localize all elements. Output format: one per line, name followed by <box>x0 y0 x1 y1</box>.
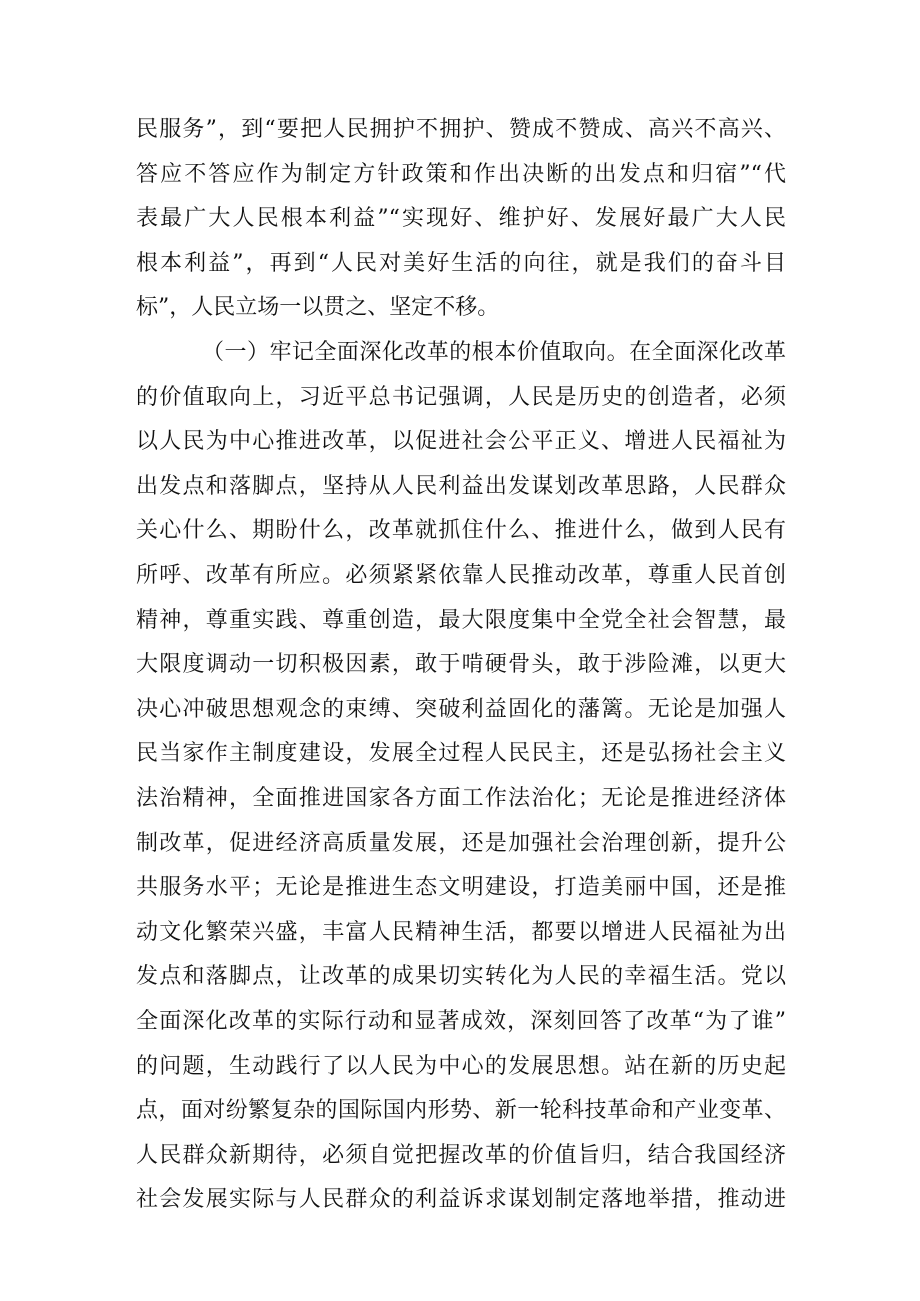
text-line: 社会发展实际与人民群众的利益诉求谋划制定落地举措，推动进 <box>136 1187 786 1213</box>
text-line: 的价值取向上，习近平总书记强调，人民是历史的创造者，必须 <box>136 384 786 410</box>
text-line: 根本利益”，再到“人民对美好生活的向往，就是我们的奋斗目 <box>136 250 786 276</box>
text-line: 关心什么、期盼什么，改革就抓住什么、推进什么，做到人民有 <box>136 518 786 544</box>
text-line: 人民群众新期待，必须自觉把握改革的价值旨归，结合我国经济 <box>136 1142 786 1168</box>
text-line: 点，面对纷繁复杂的国际国内形势、新一轮科技革命和产业变革、 <box>136 1098 786 1124</box>
text-line: 标”，人民立场一以贯之、坚定不移。 <box>136 295 500 321</box>
text-line: 所呼、改革有所应。必须紧紧依靠人民推动改革，尊重人民首创 <box>136 562 786 588</box>
text-line: 共服务水平；无论是推进生态文明建设，打造美丽中国，还是推 <box>136 875 786 901</box>
text-line: 全面深化改革的实际行动和显著成效，深刻回答了改革“为了谁” <box>136 1008 786 1034</box>
text-line: 出发点和落脚点，坚持从人民利益出发谋划改革思路，人民群众 <box>136 473 786 499</box>
text-line: 精神，尊重实践、尊重创造，最大限度集中全党全社会智慧，最 <box>136 607 786 633</box>
text-line: 民服务”，到“要把人民拥护不拥护、赞成不赞成、高兴不高兴、 <box>136 117 786 142</box>
text-line: 民当家作主制度建设，发展全过程人民民主，还是弘扬社会主义 <box>136 741 786 767</box>
text-line: 决心冲破思想观念的束缚、突破利益固化的藩篱。无论是加强人 <box>136 696 786 722</box>
text-line: 动文化繁荣兴盛，丰富人民精神生活，都要以增进人民福祉为出 <box>136 919 786 945</box>
section-heading-line: （一）牢记全面深化改革的根本价值取向。在全面深化改革 <box>202 340 786 365</box>
text-line: 大限度调动一切积极因素，敢于啃硬骨头，敢于涉险滩，以更大 <box>136 652 786 678</box>
text-line: 制改革，促进经济高质量发展，还是加强社会治理创新，提升公 <box>136 830 786 856</box>
text-line: 法治精神，全面推进国家各方面工作法治化；无论是推进经济体 <box>136 785 786 811</box>
text-line: 发点和落脚点，让改革的成果切实转化为人民的幸福生活。党以 <box>136 964 786 990</box>
text-line: 的问题，生动践行了以人民为中心的发展思想。站在新的历史起 <box>136 1053 786 1079</box>
text-line: 答应不答应作为制定方针政策和作出决断的出发点和归宿”“代 <box>136 161 786 187</box>
paragraph-continuation <box>136 108 786 331</box>
text-line: 表最广大人民根本利益”“实现好、维护好、发展好最广大人民 <box>136 206 786 232</box>
paragraph-section-one <box>136 331 786 1223</box>
text-line: 以人民为中心推进改革，以促进社会公平正义、增进人民福祉为 <box>136 429 786 455</box>
